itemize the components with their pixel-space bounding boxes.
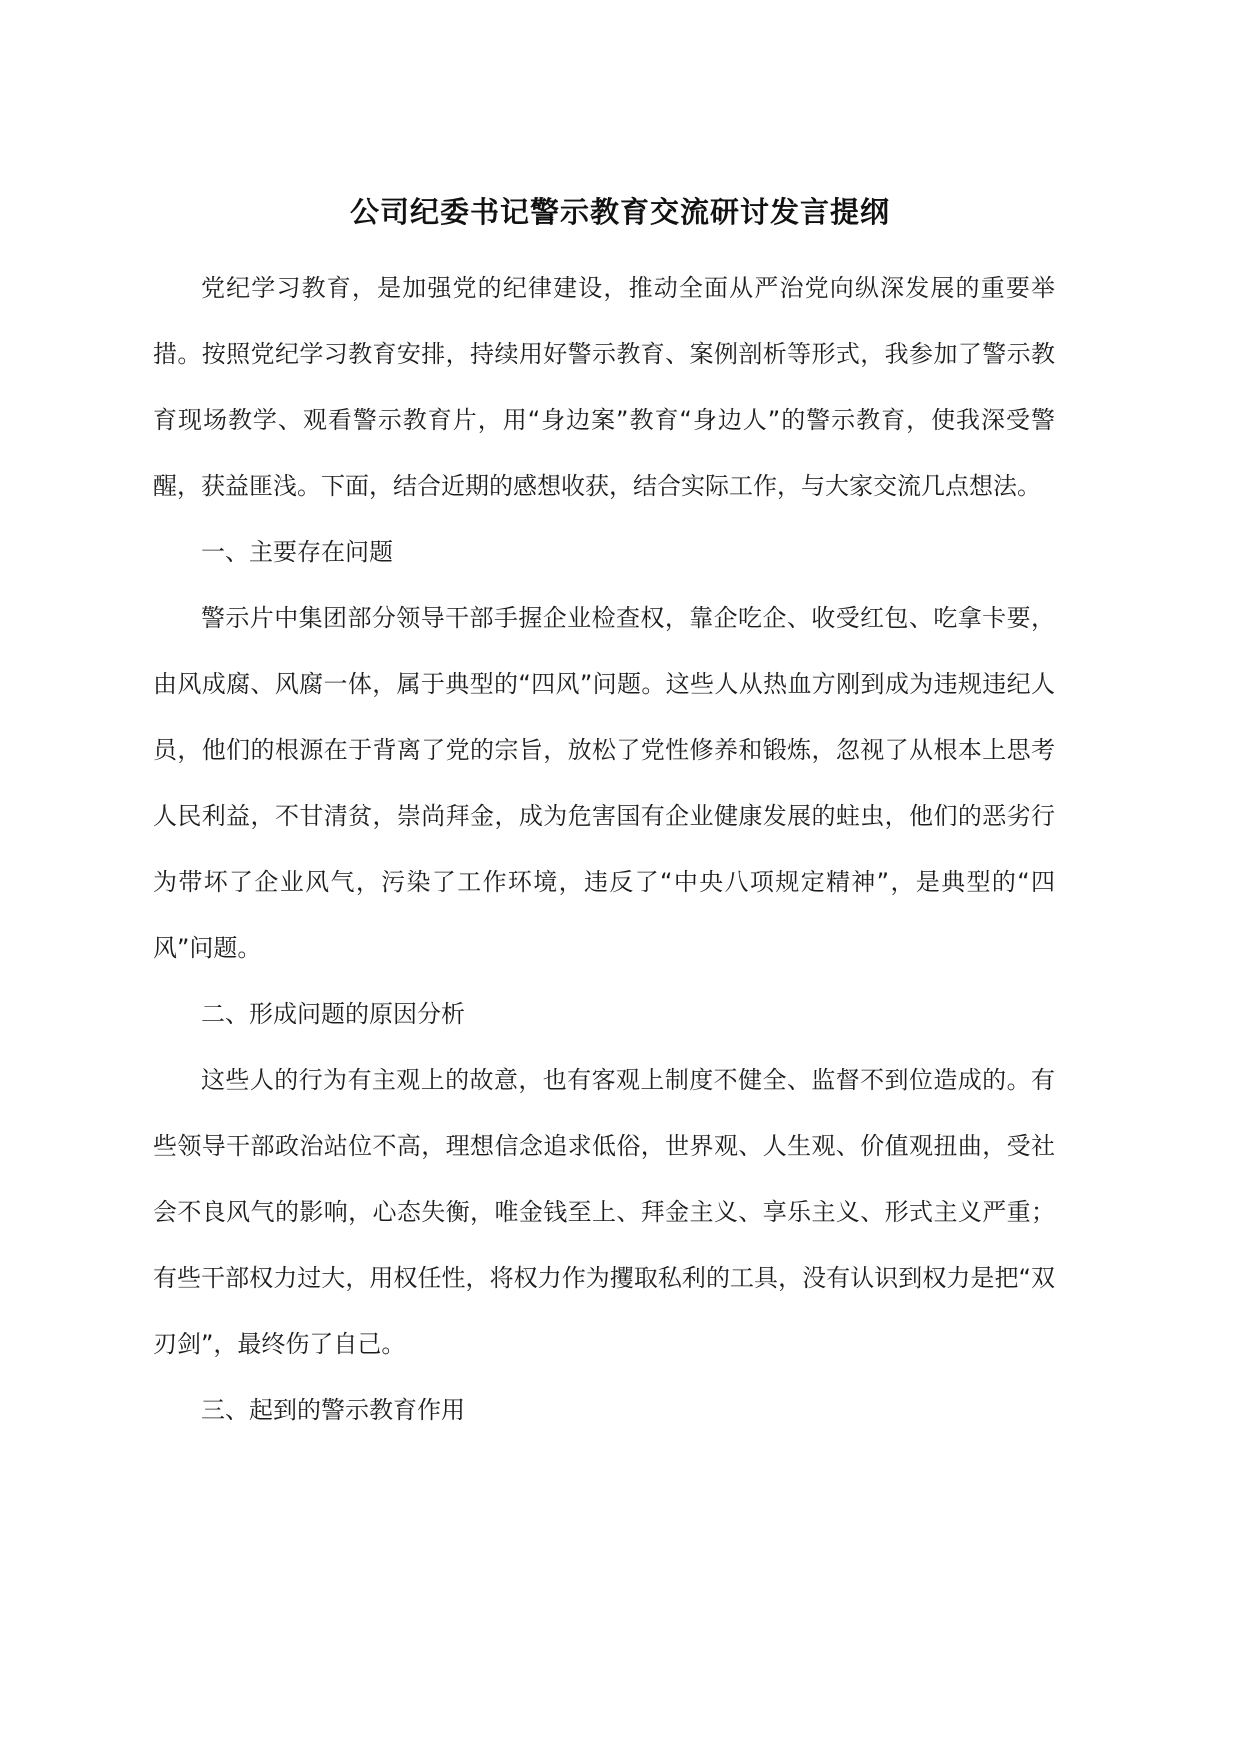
- section-heading-2: 二、形成问题的原因分析: [201, 1000, 465, 1028]
- section-heading-3: 三、起到的警示教育作用: [201, 1396, 465, 1424]
- section-paragraph-2: 这些人的行为有主观上的故意，也有客观上制度不健全、监督不到位造成的。有些领导干部政治站位不高，理想信念追求低俗，世界观、人生观、价值观扭曲，受社会不良风气的影响，心态失衡，唯金钱至上、拜金主义、享乐主义、形式主义严重；有些干部权力过大，用权任性，将权力作为攫取私利的工具，没有认识到权力是把“双刃剑”，最终伤了自己。: [153, 1066, 1055, 1358]
- intro-paragraph: 党纪学习教育，是加强党的纪律建设，推动全面从严治党向纵深发展的重要举措。按照党纪学习教育安排，持续用好警示教育、案例剖析等形式，我参加了警示教育现场教学、观看警示教育片，用“身边案”教育“身边人”的警示教育，使我深受警醒，获益匪浅。下面，结合近期的感想收获，结合实际工作，与大家交流几点想法。: [153, 274, 1055, 500]
- section-heading-1: 一、主要存在问题: [201, 538, 393, 566]
- document-body: [153, 255, 1055, 1443]
- section-paragraph-1: 警示片中集团部分领导干部手握企业检查权，靠企吃企、收受红包、吃拿卡要，由风成腐、风腐一体，属于典型的“四风”问题。这些人从热血方刚到成为违规违纪人员，他们的根源在于背离了党的宗旨，放松了党性修养和锻炼，忽视了从根本上思考人民利益，不甘清贫，崇尚拜金，成为危害国有企业健康发展的蛀虫，他们的恶劣行为带坏了企业风气，污染了工作环境，违反了“中央八项规定精神”，是典型的“四风”问题。: [153, 604, 1055, 962]
- document-title: 公司纪委书记警示教育交流研讨发言提纲: [349, 195, 890, 229]
